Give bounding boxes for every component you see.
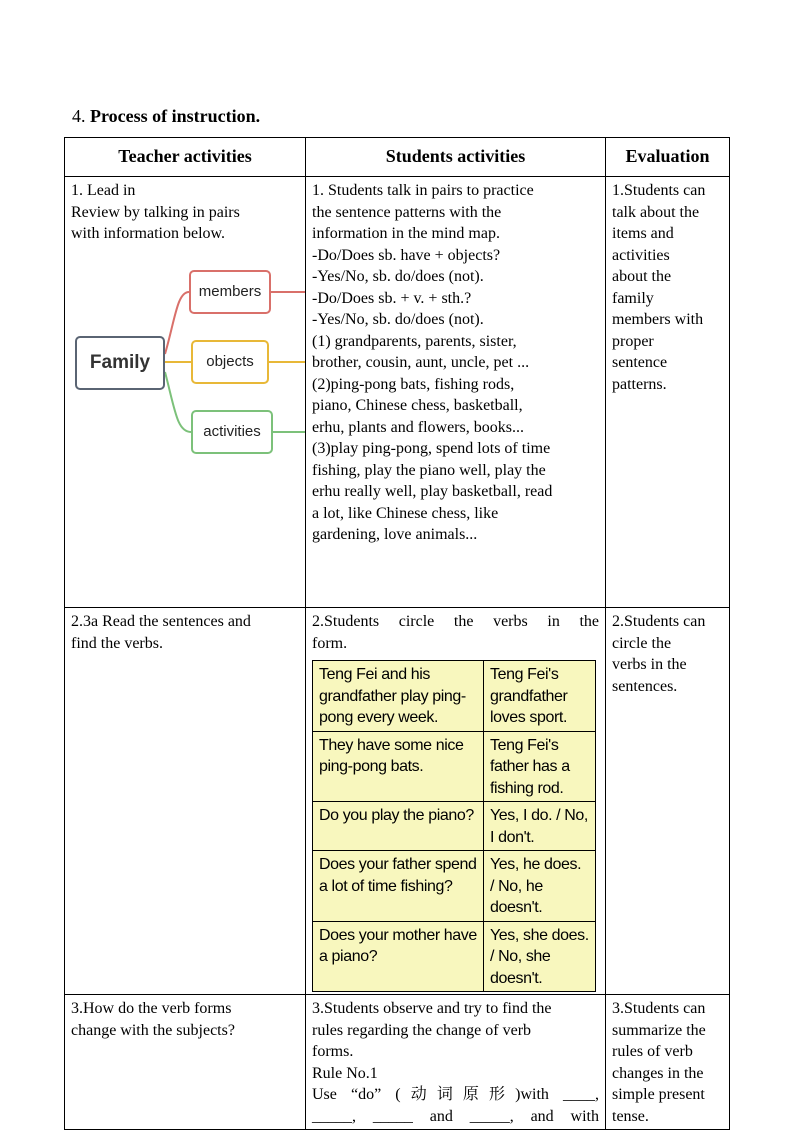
header-row bbox=[65, 138, 730, 177]
students-line: 3.Students observe and try to find the bbox=[312, 1000, 552, 1017]
verb-sentence: Teng Fei's father has a fishing rod. bbox=[484, 731, 596, 802]
evaluation-line: 2.Students can bbox=[612, 613, 706, 630]
verb-table-row bbox=[313, 851, 596, 922]
section-title: Process of instruction. bbox=[90, 106, 261, 126]
verb-table-row bbox=[313, 921, 596, 992]
students-line: (1) grandparents, parents, sister, bbox=[312, 332, 517, 350]
teacher-line: find the verbs. bbox=[71, 634, 163, 652]
instruction-table bbox=[64, 137, 730, 1130]
teacher-cell bbox=[65, 608, 306, 995]
students-cell bbox=[306, 995, 606, 1130]
evaluation-line: sentence bbox=[612, 354, 668, 371]
students-line: (3)play ping-pong, spend lots of time bbox=[312, 440, 551, 457]
verb-sentence-table bbox=[312, 660, 596, 992]
students-line: a lot, like Chinese chess, like bbox=[312, 504, 499, 522]
mind-map-branch-objects: objects bbox=[191, 340, 269, 384]
evaluation-line: simple present bbox=[612, 1086, 705, 1103]
table-row bbox=[65, 995, 730, 1130]
students-line: -Do/Does sb. + v. + sth.? bbox=[312, 289, 472, 307]
verb-sentence: They have some nice ping-pong bats. bbox=[313, 731, 484, 802]
verb-sentence: Yes, he does. / No, he doesn't. bbox=[484, 851, 596, 922]
students-line: form. bbox=[312, 634, 348, 652]
teacher-line: 2.3a Read the sentences and bbox=[71, 613, 251, 630]
teacher-line: change with the subjects? bbox=[71, 1021, 235, 1039]
teacher-line: Review by talking in pairs bbox=[71, 203, 240, 221]
evaluation-line: activities bbox=[612, 246, 670, 264]
evaluation-line: members with bbox=[612, 311, 704, 328]
evaluation-line: 1.Students can bbox=[612, 182, 706, 199]
teacher-line: 3.How do the verb forms bbox=[71, 1000, 232, 1017]
verb-sentence: Teng Fei and his grandfather play ping-pong every week. bbox=[313, 661, 484, 732]
students-line: erhu, plants and flowers, books... bbox=[312, 418, 524, 436]
students-line: piano, Chinese chess, basketball, bbox=[312, 397, 523, 414]
verb-sentence: Does your father spend a lot of time fishing? bbox=[313, 851, 484, 922]
table-row bbox=[65, 177, 730, 608]
evaluation-line: rules of verb bbox=[612, 1043, 693, 1060]
verb-table-row bbox=[313, 802, 596, 851]
header-students: Students activities bbox=[306, 138, 606, 177]
evaluation-cell bbox=[606, 177, 730, 608]
table-row bbox=[65, 608, 730, 995]
verb-table-row bbox=[313, 731, 596, 802]
evaluation-line: patterns. bbox=[612, 375, 667, 393]
evaluation-line: items and bbox=[612, 225, 674, 242]
verb-sentence: Does your mother have a piano? bbox=[313, 921, 484, 992]
evaluation-line: talk about the bbox=[612, 203, 700, 221]
students-line: forms. bbox=[312, 1043, 354, 1060]
students-line: Rule No.1 bbox=[312, 1064, 378, 1082]
evaluation-line: summarize the bbox=[612, 1021, 706, 1039]
connector-members bbox=[165, 292, 189, 354]
section-number: 4. bbox=[72, 106, 86, 126]
students-line: -Yes/No, sb. do/does (not). bbox=[312, 311, 484, 328]
evaluation-line: verbs in the bbox=[612, 656, 687, 673]
students-line: fishing, play the piano well, play the bbox=[312, 461, 546, 479]
teacher-cell bbox=[65, 177, 306, 608]
teacher-cell bbox=[65, 995, 306, 1130]
students-line: Use “do” (动词原形)with ____, bbox=[312, 1086, 599, 1103]
students-line: (2)ping-pong bats, fishing rods, bbox=[312, 375, 515, 393]
students-line: -Yes/No, sb. do/does (not). bbox=[312, 268, 484, 285]
evaluation-cell bbox=[606, 995, 730, 1130]
verb-sentence: Teng Fei's grandfather loves sport. bbox=[484, 661, 596, 732]
students-line: -Do/Does sb. have + objects? bbox=[312, 246, 501, 264]
students-line: information in the mind map. bbox=[312, 225, 500, 242]
mind-map-branch-activities: activities bbox=[191, 410, 273, 454]
header-evaluation: Evaluation bbox=[606, 138, 730, 177]
evaluation-line: circle the bbox=[612, 634, 672, 652]
evaluation-line: sentences. bbox=[612, 677, 678, 695]
mind-map-branch-members: members bbox=[189, 270, 271, 314]
teacher-line: 1. Lead in bbox=[71, 182, 136, 199]
verb-table-row bbox=[313, 661, 596, 732]
evaluation-line: proper bbox=[612, 332, 654, 350]
evaluation-line: 3.Students can bbox=[612, 1000, 706, 1017]
verb-sentence: Do you play the piano? bbox=[313, 802, 484, 851]
students-line: 1. Students talk in pairs to practice bbox=[312, 182, 534, 199]
header-teacher: Teacher activities bbox=[65, 138, 306, 177]
family-mind-map bbox=[65, 250, 305, 450]
students-line: brother, cousin, aunt, uncle, pet ... bbox=[312, 354, 530, 371]
verb-sentence: Yes, I do. / No, I don't. bbox=[484, 802, 596, 851]
evaluation-line: tense. bbox=[612, 1107, 649, 1125]
students-line: _____, _____ and _____, and with bbox=[312, 1107, 599, 1125]
students-cell bbox=[306, 608, 606, 995]
students-line: erhu really well, play basketball, read bbox=[312, 483, 553, 500]
students-line: gardening, love animals... bbox=[312, 526, 478, 543]
mind-map-center: Family bbox=[75, 336, 165, 390]
teacher-line: with information below. bbox=[71, 225, 226, 242]
students-cell bbox=[306, 177, 606, 608]
students-line: rules regarding the change of verb bbox=[312, 1021, 532, 1039]
connector-activities bbox=[165, 372, 191, 432]
evaluation-line: family bbox=[612, 289, 654, 307]
evaluation-line: about the bbox=[612, 268, 672, 285]
evaluation-cell bbox=[606, 608, 730, 995]
students-line: the sentence patterns with the bbox=[312, 203, 502, 221]
section-heading bbox=[72, 106, 260, 127]
evaluation-line: changes in the bbox=[612, 1064, 704, 1082]
students-line: 2.Students circle the verbs in the bbox=[312, 613, 599, 630]
verb-sentence: Yes, she does. / No, she doesn't. bbox=[484, 921, 596, 992]
